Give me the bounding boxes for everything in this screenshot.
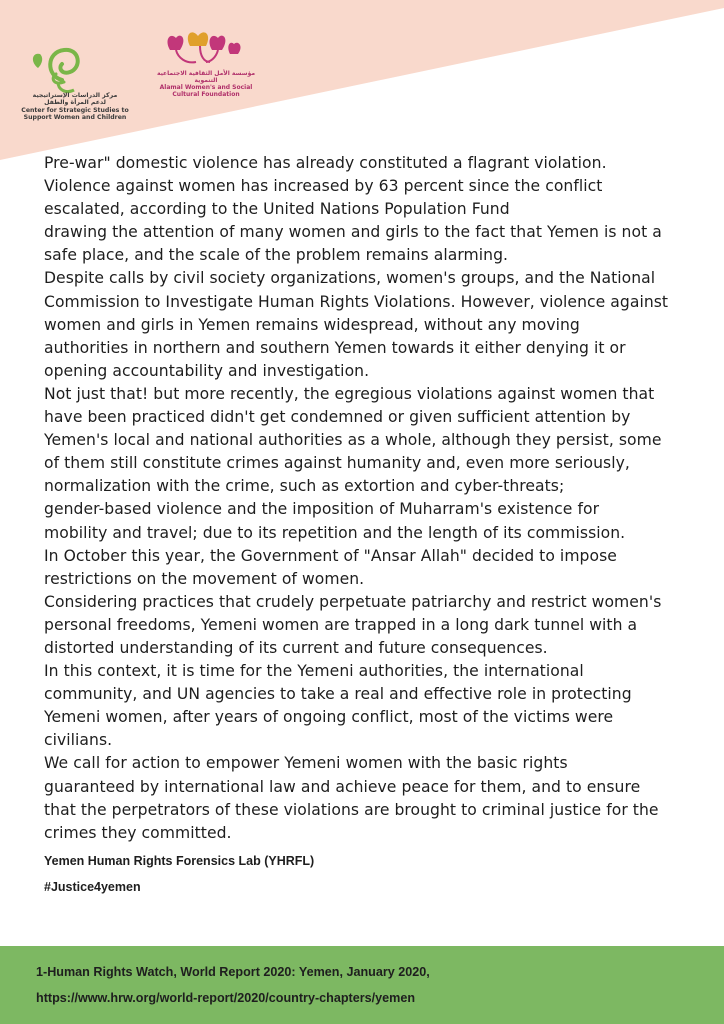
center-logo-caption: مركز الدراسات الإستراتيجية لدعم المرأة والطفل Center for Strategic Studies to Support Women and Children	[21, 92, 129, 122]
organization-signature: Yemen Human Rights Forensics Lab (YHRFL)	[44, 853, 315, 868]
hashtag: #Justice4yemen	[44, 879, 141, 894]
footnote-url[interactable]: https://www.hrw.org/world-report/2020/country-chapters/yemen	[36, 991, 416, 1005]
footnote-reference: 1-Human Rights Watch, World Report 2020: Yemen, January 2020,	[36, 965, 430, 979]
alamal-foundation-caption: مؤسسة الأمل الثقافية الاجتماعية التنموية Alamal Women's and Social Cultural Foundation	[156, 70, 256, 98]
statement-paragraph: Pre-war" domestic violence has already constituted a flagrant violation. Violence against women has increased by 63 percent since the conflict escalated, according to the United Nations Population Fund drawing the attention of many women and girls to the fact that Yemen is not a safe place, and the scale of the problem remains alarming. Despite calls by civil society organizations, women's groups, and the National Commission to Investigate Human Rights Violations. However, violence against women and girls in Yemen remains widespread, without any moving authorities in northern and southern Yemen towards it either denying it or opening accountability and investigation. Not just that! but more recently, the egregious violations against women that have been practiced didn't get condemned or given sufficient attention by Yemen's local and national authorities as a whole, although they persist, some of them still constitute crimes against humanity and, even more seriously, normalization with the crime, such as extortion and cyber-threats; gender-based violence and the imposition of Muharram's existence for mobility and travel; due to its repetition and the length of its commission. In October this year, the Government of "Ansar Allah" decided to impose restrictions on the movement of women. Considering practices that crudely perpetuate patriarchy and restrict women's personal freedoms, Yemeni women are trapped in a long dark tunnel with a distorted understanding of its current and future consequences. In this context, it is time for the Yemeni authorities, the international community, and UN agencies to take a real and effective role in protecting Yemeni women, after years of ongoing conflict, most of the victims were civilians. We call for action to empower Yemeni women with the basic rights guaranteed by international law and achieve peace for them, and to ensure that the perpetrators of these violations are brought to criminal justice for the crimes they committed.	[44, 154, 669, 842]
footer-band	[0, 946, 724, 1024]
statement-body	[44, 152, 694, 894]
